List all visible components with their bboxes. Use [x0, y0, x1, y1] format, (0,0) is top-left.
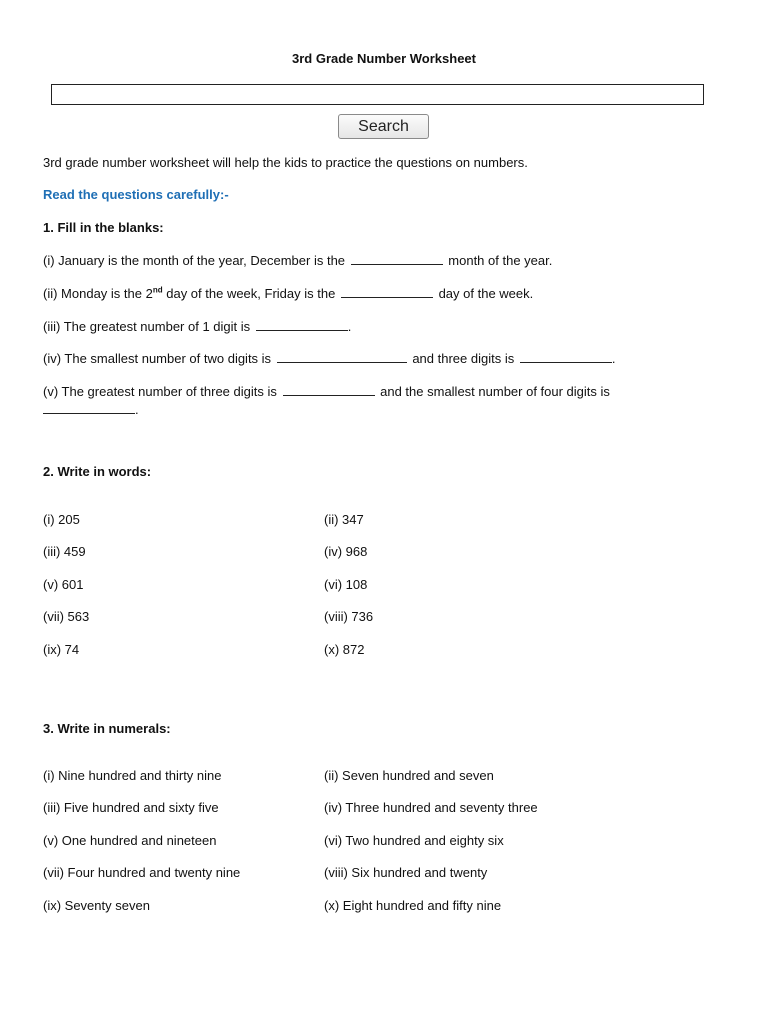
list-item: (iii) Five hundred and sixty five	[43, 800, 219, 815]
q2-text-b: day of the week, Friday is the	[166, 286, 336, 301]
fill-question-2	[43, 285, 533, 302]
answer-blank	[341, 285, 433, 298]
answer-blank	[256, 318, 348, 331]
list-item: (vi) 108	[324, 577, 368, 592]
list-item: (vi) Two hundred and eighty six	[324, 833, 504, 848]
q4-text-b: and three digits is	[412, 351, 515, 366]
fill-question-5	[43, 383, 610, 400]
list-item: (iv) Three hundred and seventy three	[324, 800, 538, 815]
answer-blank	[351, 252, 443, 265]
section1-heading: 1. Fill in the blanks:	[43, 220, 164, 235]
fill-question-1	[43, 252, 552, 269]
list-item: (vii) Four hundred and twenty nine	[43, 865, 241, 880]
list-item: (ii) 347	[324, 512, 364, 527]
list-item: (viii) 736	[324, 609, 374, 624]
answer-blank	[277, 350, 407, 363]
search-button[interactable]: Search	[338, 114, 429, 139]
answer-blank	[520, 350, 612, 363]
list-item: (viii) Six hundred and twenty	[324, 865, 488, 880]
list-item: (x) 872	[324, 642, 365, 657]
fill-question-4	[43, 350, 615, 367]
q4-text-a: (iv) The smallest number of two digits is	[43, 351, 272, 366]
q2-text-a: (ii) Monday is the 2	[43, 286, 153, 301]
answer-blank	[43, 401, 135, 414]
q5-text-b: and the smallest number of four digits is	[380, 384, 610, 399]
q4-text-c: .	[611, 351, 616, 366]
list-item: (ix) 74	[43, 642, 80, 657]
q1-text-b: month of the year.	[448, 253, 553, 268]
q5-text-a: (v) The greatest number of three digits is	[43, 384, 277, 399]
q3-text-b: .	[347, 319, 352, 334]
q2-ordinal-sup: nd	[152, 285, 163, 295]
list-item: (v) 601	[43, 577, 84, 592]
q1-text-a: (i) January is the month of the year, December is the	[43, 253, 346, 268]
intro-text: 3rd grade number worksheet will help the kids to practice the questions on numbers.	[43, 155, 528, 170]
list-item: (i) Nine hundred and thirty nine	[43, 768, 222, 783]
list-item: (vii) 563	[43, 609, 90, 624]
list-item: (x) Eight hundred and fifty nine	[324, 898, 502, 913]
page-title: 3rd Grade Number Worksheet	[292, 51, 476, 66]
read-note: Read the questions carefully:-	[43, 187, 229, 202]
q5-text-c: .	[135, 402, 139, 417]
list-item: (ii) Seven hundred and seven	[324, 768, 494, 783]
list-item: (i) 205	[43, 512, 80, 527]
answer-blank	[283, 383, 375, 396]
section2-heading: 2. Write in words:	[43, 464, 152, 479]
q3-text-a: (iii) The greatest number of 1 digit is	[43, 319, 251, 334]
list-item: (v) One hundred and nineteen	[43, 833, 217, 848]
fill-question-5-cont	[43, 401, 139, 418]
section3-heading: 3. Write in numerals:	[43, 721, 171, 736]
q2-text-c: day of the week.	[438, 286, 534, 301]
search-input[interactable]	[51, 84, 704, 105]
list-item: (iii) 459	[43, 544, 86, 559]
list-item: (iv) 968	[324, 544, 368, 559]
fill-question-3	[43, 318, 351, 335]
list-item: (ix) Seventy seven	[43, 898, 150, 913]
